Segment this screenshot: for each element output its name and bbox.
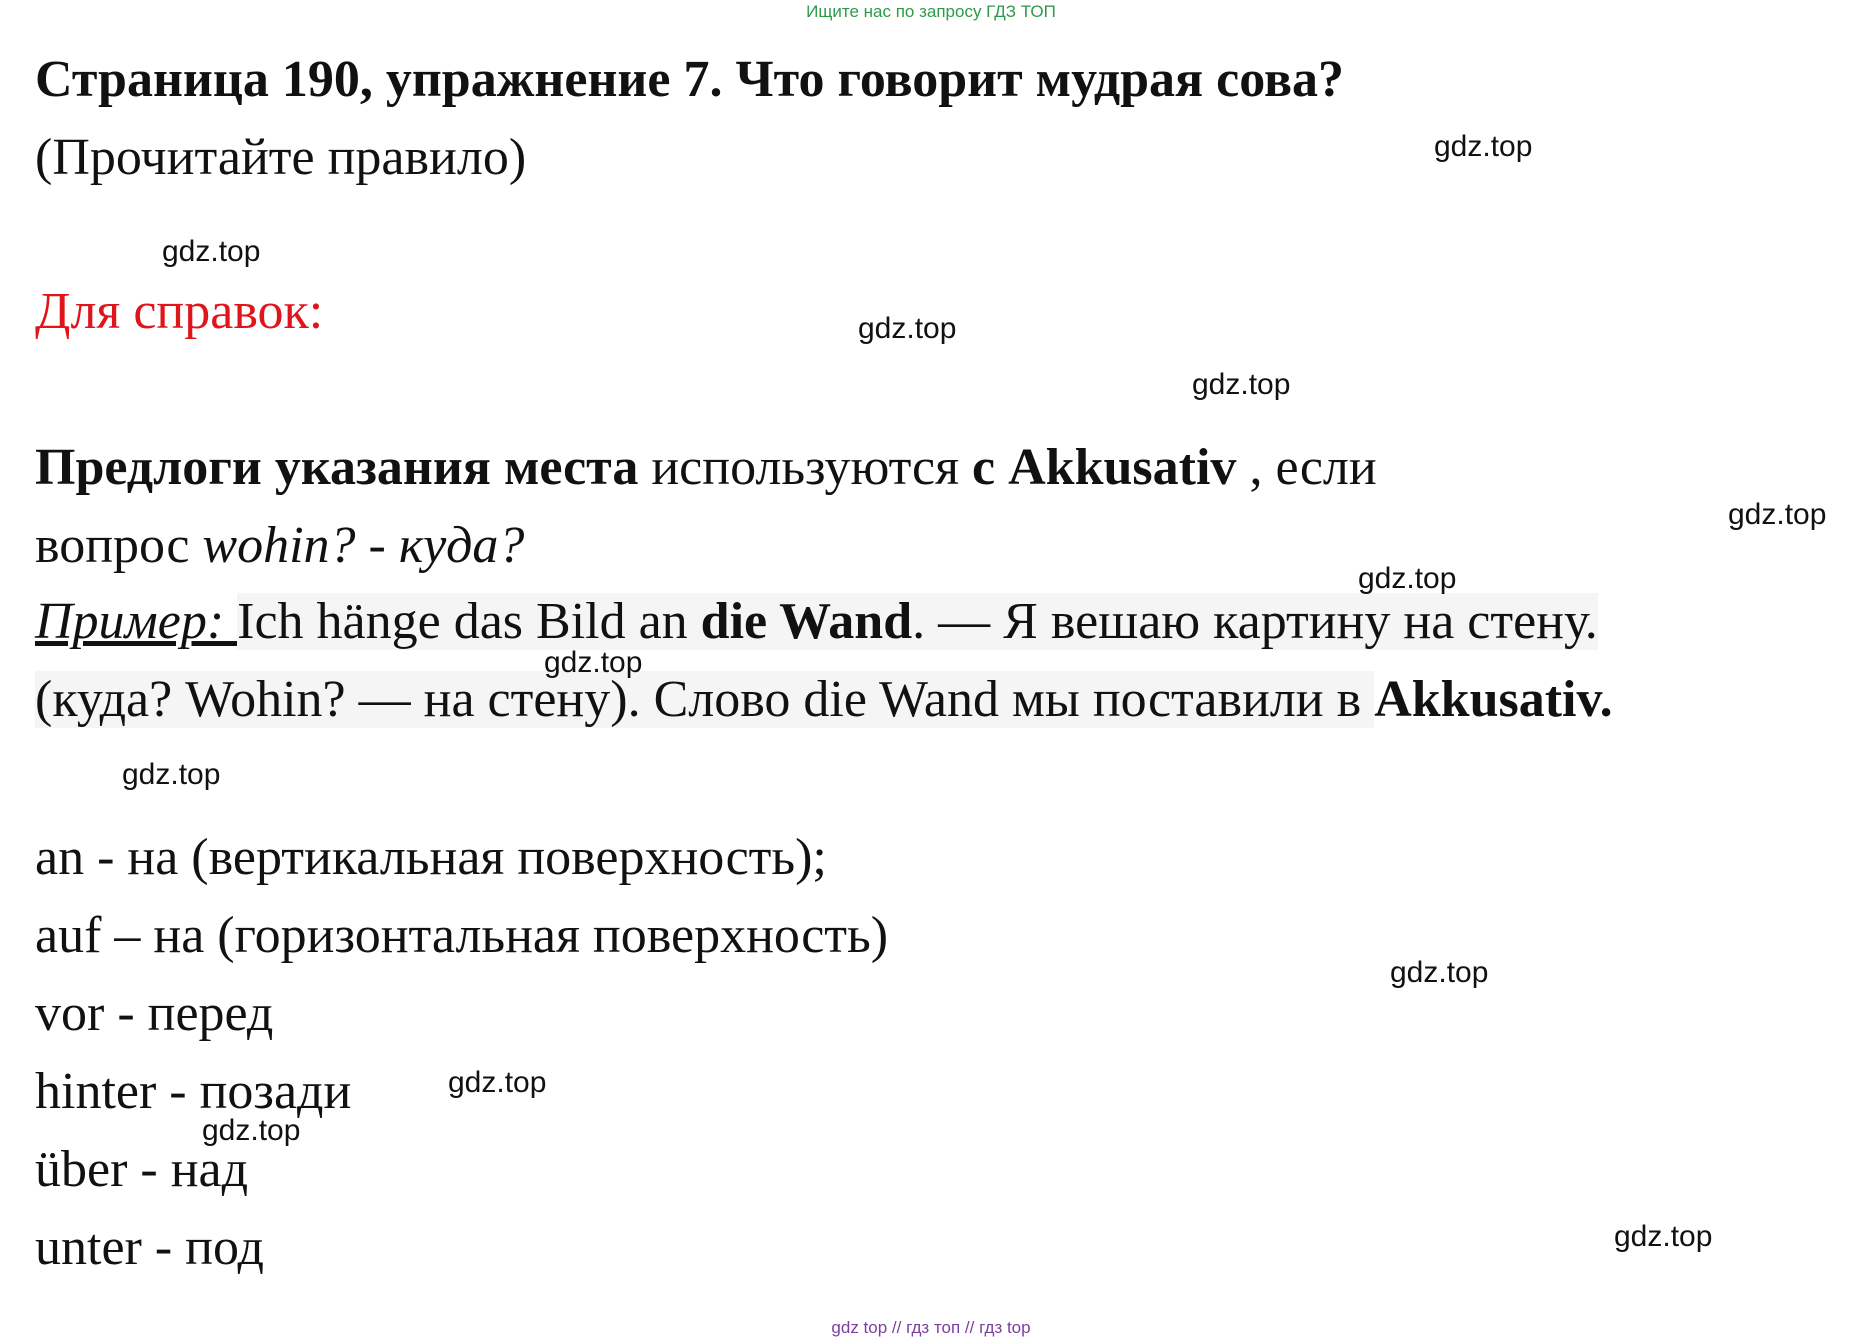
bottom-banner: gdz top // гдз топ // гдз top [831,1318,1031,1337]
watermark: gdz.top [1192,368,1291,401]
rule-line-2 [35,516,524,575]
example-label: Пример: [35,593,238,650]
example-bold: die Wand [700,593,913,650]
watermark: gdz.top [122,758,221,791]
rule-question: wohin? - куда? [202,517,525,574]
watermark: gdz.top [1434,130,1533,163]
preposition-item: hinter - позади [35,1063,352,1120]
example-text-2: . — Я вешаю картину на стену. [912,593,1598,650]
watermark: gdz.top [1358,562,1457,595]
watermark: gdz.top [1390,956,1489,989]
rule-line-1 [35,438,1377,497]
rule-bold-start: Предлоги указания места [35,439,639,496]
rule-line2-plain: вопрос [35,517,203,574]
watermark: gdz.top [448,1066,547,1099]
page-subtitle: (Прочитайте правило) [35,129,527,186]
watermark: gdz.top [202,1114,301,1147]
preposition-item: vor - перед [35,985,274,1042]
watermark: gdz.top [858,312,957,345]
watermark: gdz.top [544,646,643,679]
watermark: gdz.top [1614,1220,1713,1253]
example-line-1 [35,592,1598,651]
example-line2-bold: Akkusativ. [1374,671,1613,728]
watermark: gdz.top [162,235,261,268]
page-title: Страница 190, упражнение 7. Что говорит мудрая сова? [35,51,1345,108]
example-line-2 [35,670,1613,729]
example-text-1: Ich hänge das Bild an [237,593,701,650]
example-line2-text: (куда? Wohin? — на стену). Слово die Wand мы поставили в [35,671,1375,728]
rule-end: , если [1236,439,1377,496]
preposition-item: über - над [35,1141,249,1198]
top-banner: Ищите нас по запросу ГДЗ ТОП [806,2,1056,21]
preposition-item: unter - под [35,1219,264,1276]
reference-heading: Для справок: [35,283,324,340]
preposition-item: an - на (вертикальная поверхность); [35,829,827,886]
rule-bold-case: с Akkusativ [972,439,1237,496]
watermark: gdz.top [1728,498,1827,531]
rule-middle: используются [638,439,973,496]
preposition-item: auf – на (горизонтальная поверхность) [35,907,889,964]
